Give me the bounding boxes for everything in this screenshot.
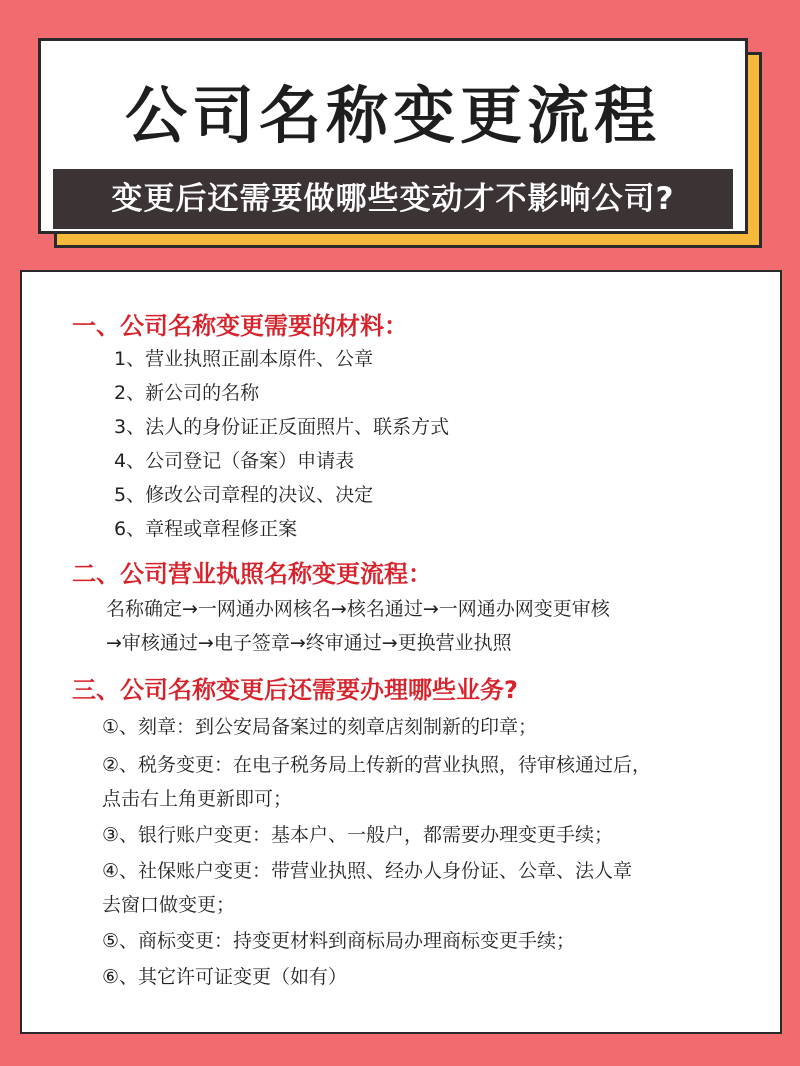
page-title: 公司名称变更流程 bbox=[124, 79, 661, 152]
list-item: ⑥、其它许可证变更（如有） bbox=[102, 966, 348, 988]
list-item: 1、营业执照正副本原件、公章 bbox=[114, 348, 374, 370]
process-line: 名称确定→一网通办网核名→核名通过→一网通办网变更审核 bbox=[106, 598, 610, 620]
list-item: ③、银行账户变更：基本户、一般户，都需要办理变更手续； bbox=[102, 824, 614, 846]
list-item: 2、新公司的名称 bbox=[114, 382, 260, 404]
list-item: ②、税务变更：在电子税务局上传新的营业执照，待审核通过后， bbox=[102, 754, 652, 776]
list-item: 4、公司登记（备案）申请表 bbox=[114, 450, 355, 472]
process-line: →审核通过→电子签章→终审通过→更换营业执照 bbox=[106, 632, 512, 654]
section-heading-process: 二、公司营业执照名称变更流程： bbox=[72, 560, 432, 588]
header-card bbox=[38, 38, 748, 234]
subtitle-band bbox=[53, 169, 733, 229]
section-heading-followup: 三、公司名称变更后还需要办理哪些业务? bbox=[72, 676, 518, 704]
page-subtitle: 变更后还需要做哪些变动才不影响公司? bbox=[111, 181, 675, 217]
list-item: ①、刻章：到公安局备案过的刻章店刻制新的印章； bbox=[102, 716, 538, 738]
content-card bbox=[20, 270, 782, 1034]
list-item: 点击右上角更新即可； bbox=[102, 788, 293, 810]
list-item: ④、社保账户变更：带营业执照、经办人身份证、公章、法人章 bbox=[102, 860, 633, 882]
list-item: ⑤、商标变更：持变更材料到商标局办理商标变更手续； bbox=[102, 930, 576, 952]
list-item: 3、法人的身份证正反面照片、联系方式 bbox=[114, 416, 450, 438]
list-item: 5、修改公司章程的决议、决定 bbox=[114, 484, 374, 506]
list-item: 6、章程或章程修正案 bbox=[114, 518, 298, 540]
section-heading-materials: 一、公司名称变更需要的材料： bbox=[72, 312, 408, 340]
list-item: 去窗口做变更； bbox=[102, 894, 236, 916]
